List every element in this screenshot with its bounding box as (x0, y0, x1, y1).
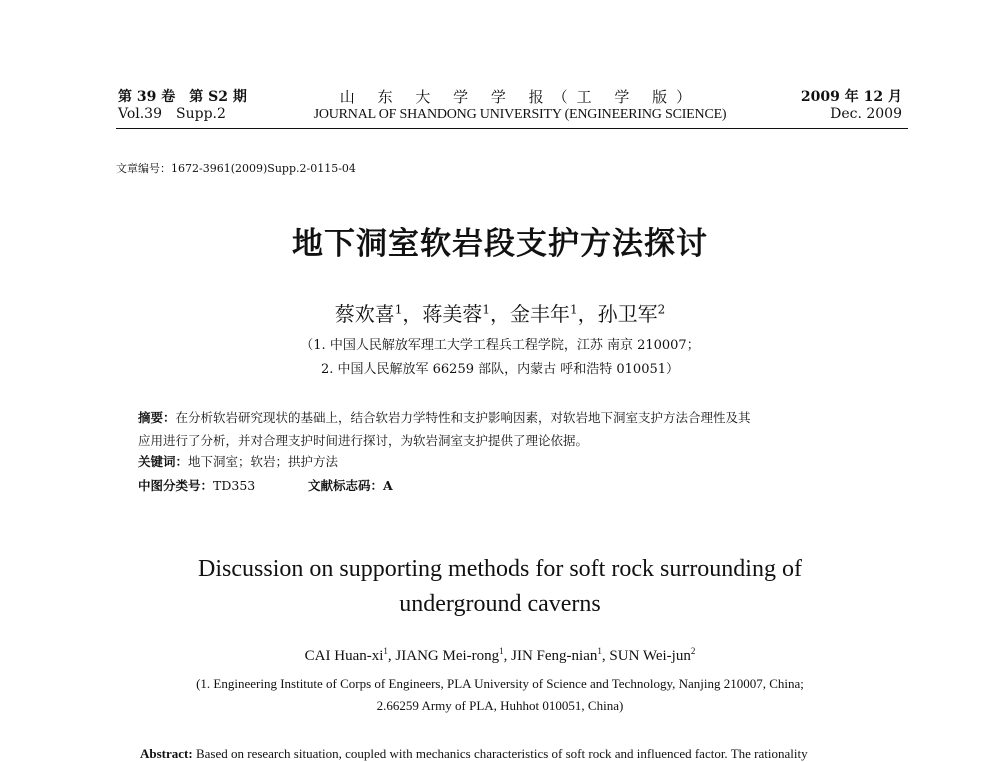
author-mark: 2 (657, 302, 666, 317)
author-mark: 1 (570, 302, 578, 317)
keywords-cn-text: 地下洞室；软岩；拱护方法 (188, 454, 339, 469)
journal-name-en: JOURNAL OF SHANDONG UNIVERSITY (ENGINEERING SCIENCE) (313, 107, 727, 122)
title-en-line-2: underground caverns (399, 591, 601, 617)
header-rule (116, 128, 908, 129)
abstract-cn-line-1 (138, 407, 898, 429)
authors-cn (0, 298, 1000, 327)
author-mark: 1 (597, 646, 602, 656)
affiliation-cn-2: 2. 中国人民解放军 66259 部队，内蒙古 呼和浩特 010051） (320, 362, 680, 377)
issue-cn: 第 S2 期 (189, 89, 247, 105)
doc-code-label: 文献标志码： (308, 478, 384, 493)
volume-cn: 第 39 卷 (118, 89, 176, 105)
author-en: JIN Feng-nian (511, 648, 598, 664)
author-mark: 2 (690, 646, 696, 656)
author-separator: , (503, 648, 512, 664)
abstract-en-label: Abstract: (140, 746, 193, 761)
affiliation-en-2: 2.66259 Army of PLA, Huhhot 010051, China) (376, 698, 624, 713)
author-en: CAI Huan-xi (304, 648, 384, 664)
author-cn: 金丰年 (510, 302, 570, 326)
article-number: 文章编号：1672-3961(2009)Supp.2-0115-04 (116, 162, 356, 175)
author-mark: 1 (499, 646, 504, 656)
clc-value: TD353 (213, 478, 256, 493)
date-en: Dec. 2009 (830, 106, 902, 122)
author-separator: ， (490, 302, 510, 326)
clc-label: 中图分类号： (138, 478, 214, 493)
header-center (310, 89, 730, 123)
author-cn: 蔡欢喜 (334, 302, 395, 326)
doc-code-value: A (383, 478, 393, 493)
author-cn: 孙卫军 (597, 302, 658, 326)
abstract-cn-label: 摘要： (138, 410, 176, 425)
date-cn: 2009 年 12 月 (800, 89, 902, 105)
author-mark: 1 (394, 302, 403, 317)
header-left (118, 89, 247, 123)
issue-en: Supp.2 (176, 106, 226, 122)
author-cn: 蒋美蓉 (422, 302, 483, 326)
author-mark: 1 (482, 302, 490, 317)
journal-name-cn: 山 东 大 学 学 报（工 学 版） (339, 88, 701, 106)
author-separator: ， (402, 302, 423, 326)
abstract-en-text: Based on research situation, coupled with mechanics characteristics of soft rock and influenced factor. The rationality (192, 746, 808, 761)
header-right (800, 89, 902, 123)
author-en: SUN Wei-jun (609, 648, 691, 664)
title-cn: 地下洞室软岩段支护方法探讨 (292, 226, 708, 262)
title-en-line-1: Discussion on supporting methods for soft rock surrounding of (198, 556, 802, 582)
keywords-cn-label: 关键词： (138, 454, 189, 469)
author-mark: 1 (383, 646, 388, 656)
volume-en: Vol.39 (118, 106, 162, 122)
author-separator: , (387, 648, 396, 664)
abstract-cn-text: 在分析软岩研究现状的基础上，结合软岩力学特性和支护影响因素，对软岩地下洞室支护方法合理性及其 (175, 410, 751, 425)
affiliation-en-1: (1. Engineering Institute of Corps of Engineers, PLA University of Science and Technology, Nanjing 210007, China; (196, 676, 804, 691)
keywords-cn (138, 452, 338, 470)
authors-en (0, 648, 1000, 665)
affiliation-cn-1: （1. 中国人民解放军理工大学工程兵工程学院，江苏 南京 210007； (300, 338, 700, 353)
author-separator: , (601, 648, 610, 664)
classification (138, 476, 393, 494)
abstract-cn-line-2: 应用进行了分析，并对合理支护时间进行探讨，为软岩洞室支护提供了理论依据。 (138, 433, 589, 448)
author-separator: ， (577, 302, 598, 326)
author-en: JIANG Mei-rong (395, 648, 500, 664)
